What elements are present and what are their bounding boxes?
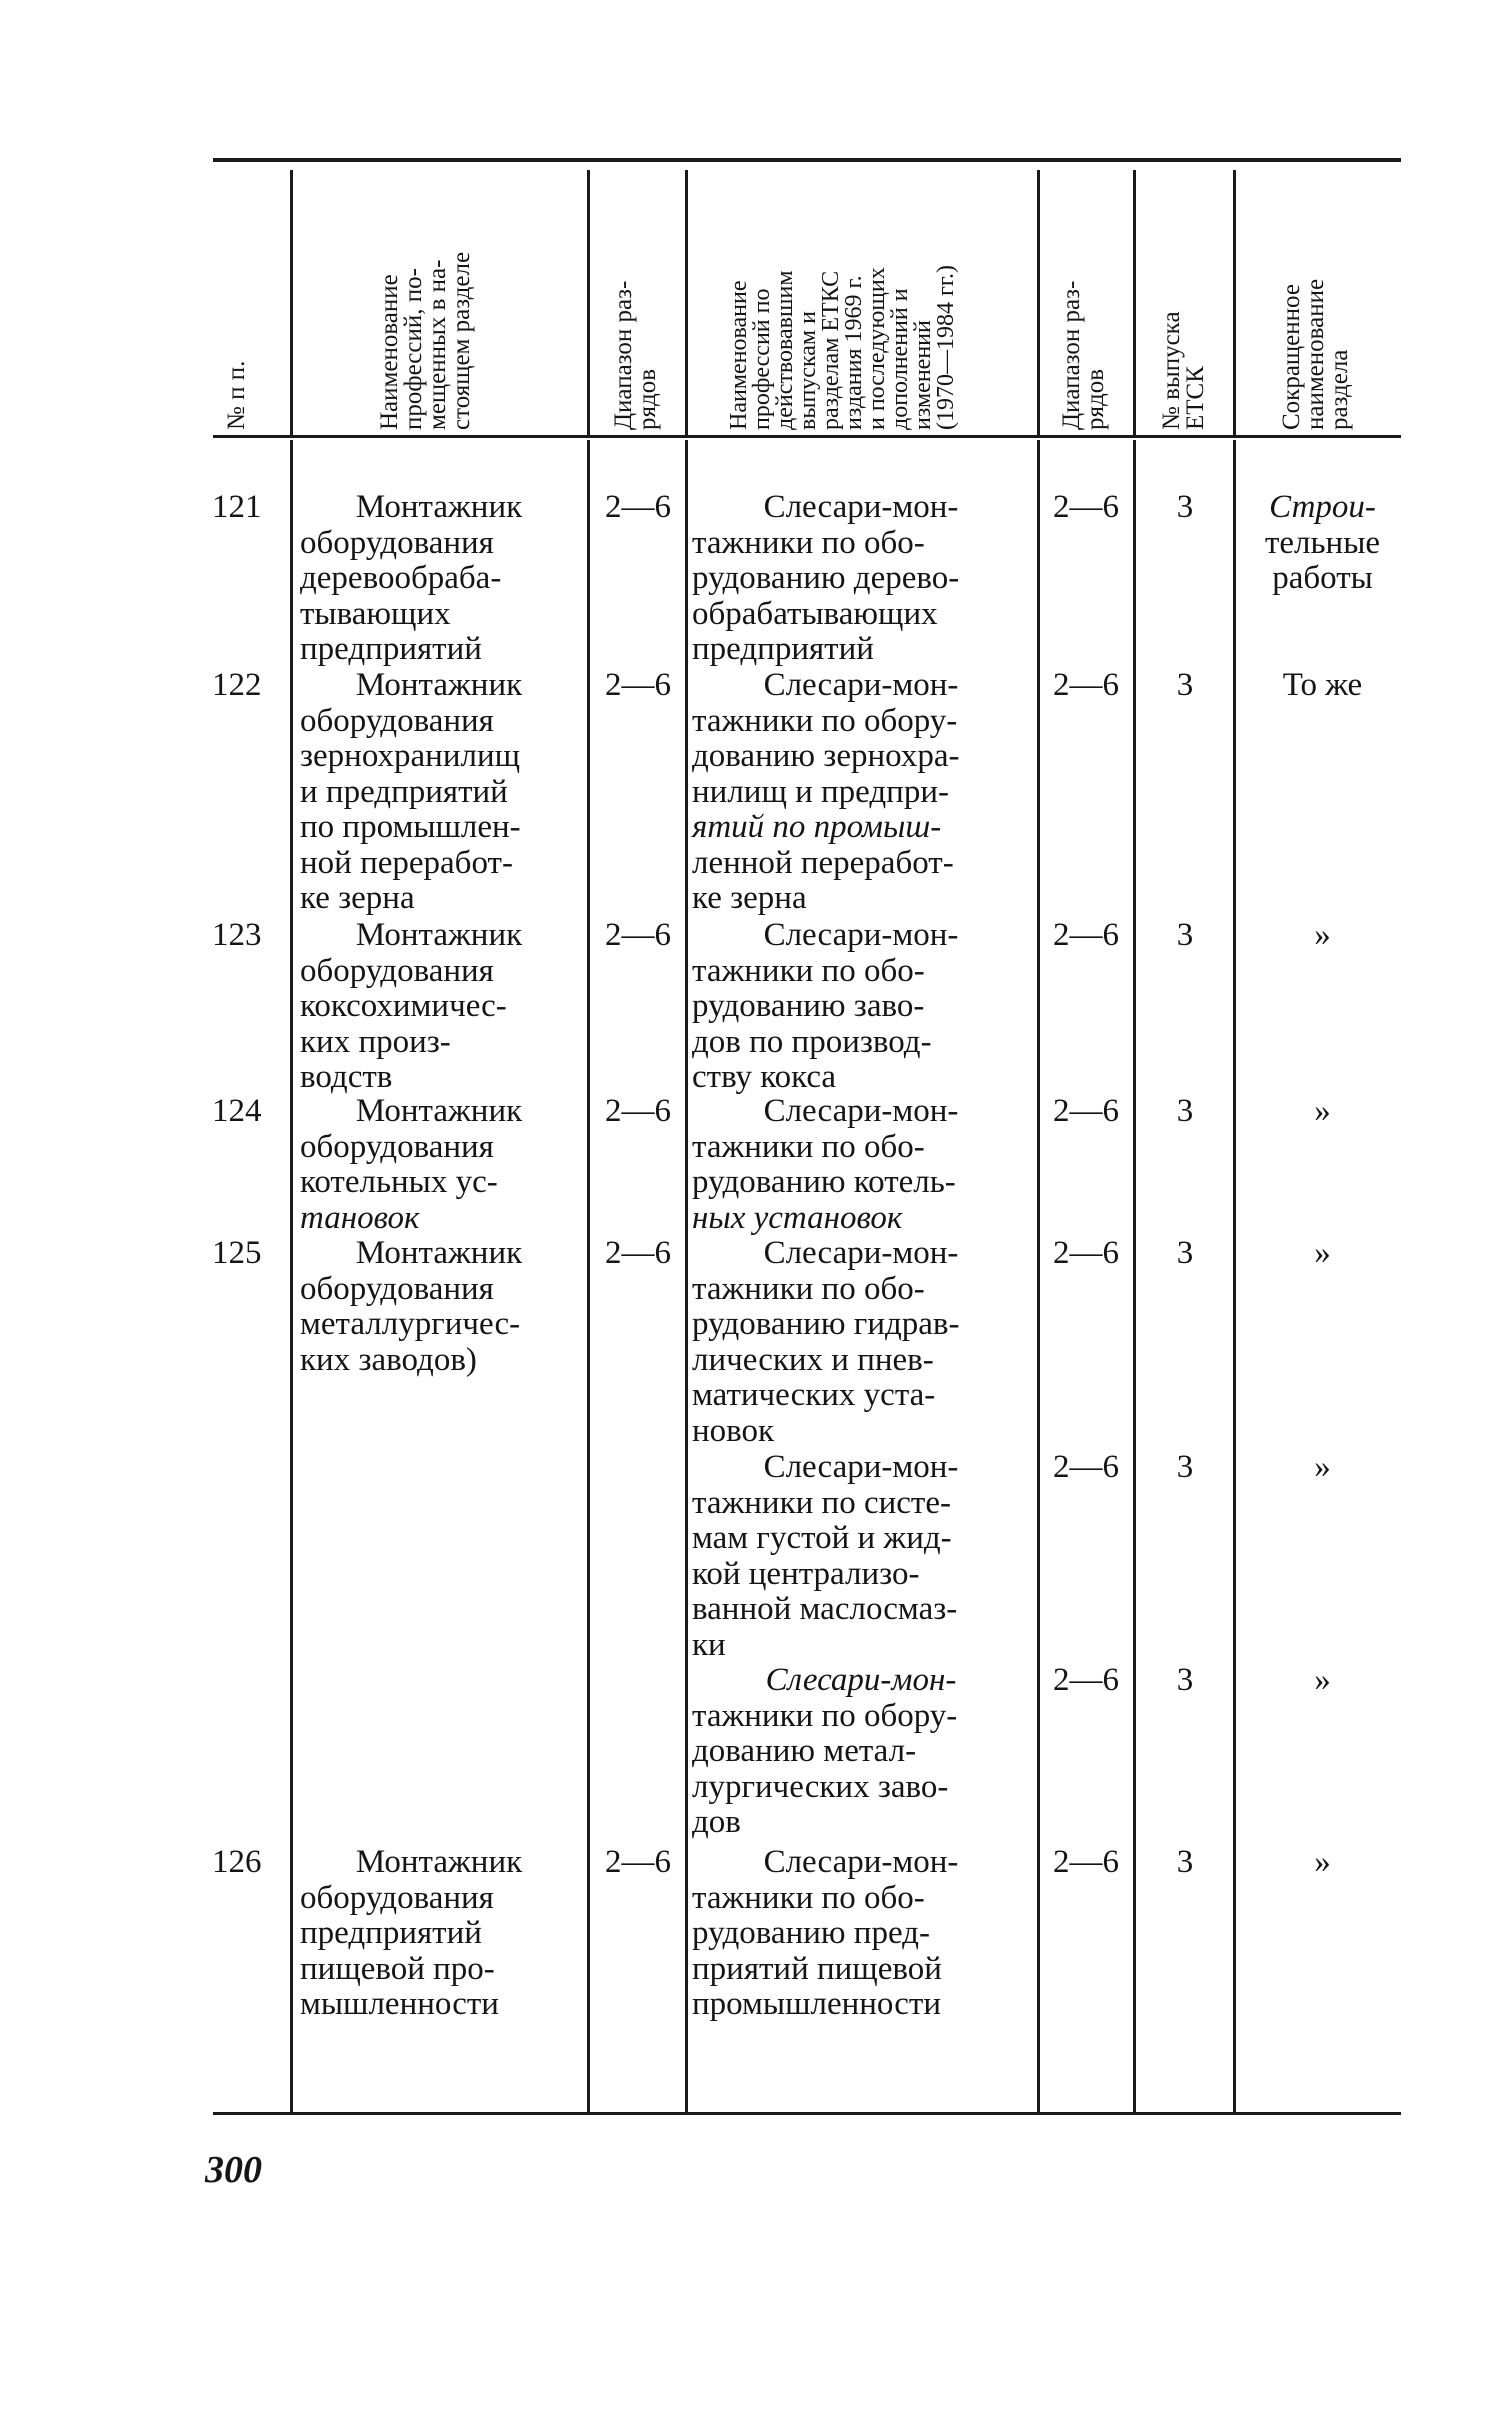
header-bottom-rule <box>213 435 1401 438</box>
previous-profession-name <box>692 1845 1030 2023</box>
previous-profession-name <box>692 490 1030 668</box>
issue-number: 3 <box>1176 1662 1194 1698</box>
header-section <box>1280 170 1370 430</box>
rank-range-old: 2—6 <box>1053 1662 1119 1698</box>
header-issue <box>1160 170 1220 430</box>
profession-name <box>300 490 578 668</box>
header-old-line: разделам ЕТКС <box>818 270 844 430</box>
previous-profession-line: ванной маслосмаз- <box>692 1591 958 1627</box>
rank-range-new: 2—6 <box>605 917 671 953</box>
previous-profession-line: тажники по обо- <box>692 952 925 989</box>
previous-profession-line: тажники по систе- <box>692 1484 951 1521</box>
header-range2 <box>1060 170 1120 430</box>
previous-profession-name <box>692 1663 1030 1841</box>
profession-name-line: водств <box>300 1059 393 1095</box>
row-number: 123 <box>212 917 262 953</box>
profession-name-line: деревообраба- <box>300 560 502 596</box>
row-number: 126 <box>212 1844 262 1880</box>
profession-name-line: котельных ус- <box>300 1164 498 1200</box>
section-name-line: » <box>1314 917 1331 953</box>
previous-profession-line: дованию зернохра- <box>692 738 960 774</box>
profession-name-line: ной переработ- <box>300 844 513 881</box>
previous-profession-line: рудованию гидрав- <box>692 1306 960 1342</box>
previous-profession-line: Слесари-мон- <box>763 667 959 703</box>
profession-name-line: тановок <box>300 1199 420 1236</box>
header-old-line: Наименование <box>726 280 752 430</box>
section-name-line: То же <box>1282 667 1363 703</box>
col-rule-2 <box>587 170 590 435</box>
profession-name-line: предприятий <box>300 631 482 667</box>
profession-name-line: мышленности <box>300 1986 499 2022</box>
table-top-rule <box>213 158 1401 162</box>
profession-name-line: ких заводов) <box>300 1341 477 1378</box>
header-range1-line: Диапазон раз- <box>610 280 637 430</box>
section-name-line: » <box>1314 1235 1331 1271</box>
previous-profession-name <box>692 1094 1030 1236</box>
profession-name-line: и предприятий <box>300 773 508 810</box>
section-name <box>1240 490 1405 597</box>
previous-profession-line: дов <box>692 1804 741 1840</box>
profession-name-line: металлургичес- <box>300 1306 521 1342</box>
previous-profession-line: дов по производ- <box>692 1023 932 1060</box>
previous-profession-line: мам густой и жид- <box>692 1520 952 1556</box>
section-name-line: » <box>1314 1449 1331 1485</box>
rank-range-new: 2—6 <box>605 1093 671 1129</box>
header-name <box>378 170 488 430</box>
previous-profession-line: Слесари-мон- <box>763 1449 959 1485</box>
rank-range-new: 2—6 <box>605 667 671 703</box>
section-name-line: Строи- <box>1269 489 1376 525</box>
previous-profession-line: тажники по обо- <box>692 1270 925 1307</box>
header-old-line: действовавшим <box>772 270 798 430</box>
profession-name <box>300 1845 578 2023</box>
header-issue-line: № выпуска <box>1158 311 1185 430</box>
previous-profession-name <box>692 668 1030 917</box>
previous-profession-line: тажники по обору- <box>692 1697 958 1734</box>
previous-profession-line: рудованию котель- <box>692 1164 956 1200</box>
previous-profession-line: дованию метал- <box>692 1733 917 1769</box>
header-old-name <box>728 170 988 430</box>
col-rule-6-body <box>1233 440 1236 2112</box>
section-name <box>1240 668 1405 704</box>
row-number: 121 <box>212 489 262 525</box>
profession-name-line: оборудования <box>300 1270 494 1307</box>
row-number: 122 <box>212 667 262 703</box>
section-name-line: » <box>1314 1844 1331 1880</box>
col-rule-1-body <box>290 440 293 2112</box>
rank-range-old: 2—6 <box>1053 667 1119 703</box>
previous-profession-line: Слесари-мон- <box>763 1235 959 1271</box>
previous-profession-line: Слесари-мон- <box>765 1662 957 1698</box>
header-name-line: Наименование <box>376 274 403 430</box>
profession-name-line: по промышлен- <box>300 809 521 845</box>
col-rule-2-body <box>587 440 590 2112</box>
previous-profession-line: матических уста- <box>692 1377 936 1413</box>
rank-range-old: 2—6 <box>1053 489 1119 525</box>
previous-profession-line: ки <box>692 1626 726 1663</box>
col-rule-3 <box>685 170 688 435</box>
profession-name <box>300 1094 578 1236</box>
header-old-line: издания 1969 г. <box>841 275 867 430</box>
section-name <box>1240 1094 1405 1130</box>
rank-range-old: 2—6 <box>1053 917 1119 953</box>
header-range1 <box>612 170 672 430</box>
profession-name-line: оборудования <box>300 1128 494 1165</box>
previous-profession-line: Слесари-мон- <box>763 917 959 953</box>
row-number: 125 <box>212 1235 262 1271</box>
previous-profession-line: Слесари-мон- <box>763 1844 959 1880</box>
profession-name <box>300 918 578 1096</box>
previous-profession-line: ленной переработ- <box>692 844 954 881</box>
issue-number: 3 <box>1176 917 1194 953</box>
issue-number: 3 <box>1176 489 1194 525</box>
previous-profession-line: тажники по обору- <box>692 702 958 739</box>
previous-profession-name <box>692 1450 1030 1663</box>
section-name <box>1240 1450 1405 1486</box>
profession-name-line: коксохимичес- <box>300 988 507 1024</box>
header-old-line: выпускам и <box>795 311 821 430</box>
header-section-line: Сокращенное <box>1278 284 1305 430</box>
previous-profession-line: тажники по обо- <box>692 524 925 561</box>
rank-range-old: 2—6 <box>1053 1093 1119 1129</box>
profession-name-line: зернохранилищ <box>300 738 521 774</box>
rank-range-old: 2—6 <box>1053 1235 1119 1271</box>
profession-name-line: Монтажник <box>355 667 523 703</box>
previous-profession-line: приятий пищевой <box>692 1950 942 1987</box>
previous-profession-line: Слесари-мон- <box>763 489 959 525</box>
profession-name-line: оборудования <box>300 1879 494 1916</box>
header-name-line: мещенных в на- <box>424 259 451 430</box>
previous-profession-line: лургических заво- <box>692 1768 949 1805</box>
header-old-line: профессий по <box>749 288 775 430</box>
profession-name-line: Монтажник <box>355 1844 523 1880</box>
issue-number: 3 <box>1176 1449 1194 1485</box>
previous-profession-line: рудованию заво- <box>692 988 925 1024</box>
header-old-line: (1970—1984 гг.) <box>933 265 959 430</box>
previous-profession-line: лических и пнев- <box>692 1341 934 1378</box>
header-old-line: дополнений и <box>887 288 913 430</box>
profession-name <box>300 668 578 917</box>
row-number: 124 <box>212 1093 262 1129</box>
profession-name-line: предприятий <box>300 1915 482 1951</box>
section-name <box>1240 1236 1405 1272</box>
previous-profession-line: рудованию пред- <box>692 1915 930 1951</box>
header-range2-line: рядов <box>1082 368 1109 430</box>
header-num-line: № п п. <box>223 360 250 430</box>
section-name-line: » <box>1314 1093 1331 1129</box>
previous-profession-line: кой централизо- <box>692 1555 920 1592</box>
col-rule-6 <box>1233 170 1236 435</box>
previous-profession-line: ству кокса <box>692 1059 837 1095</box>
previous-profession-line: тажники по обо- <box>692 1128 925 1165</box>
profession-name-line: пищевой про- <box>300 1950 495 1987</box>
header-old-line: и последующих <box>864 267 890 430</box>
section-name <box>1240 1663 1405 1699</box>
col-rule-3-body <box>685 440 688 2112</box>
profession-name-line: Монтажник <box>355 1093 523 1129</box>
profession-name-line: оборудования <box>300 952 494 989</box>
rank-range-new: 2—6 <box>605 489 671 525</box>
previous-profession-line: промышленности <box>692 1986 941 2022</box>
previous-profession-line: новок <box>692 1412 775 1449</box>
profession-name-line: Монтажник <box>355 917 523 953</box>
previous-profession-line: ке зерна <box>692 880 807 916</box>
previous-profession-line: нилищ и предпри- <box>692 773 949 810</box>
previous-profession-line: рудованию дерево- <box>692 560 960 596</box>
previous-profession-line: ных установок <box>692 1199 903 1236</box>
section-name-line: » <box>1314 1662 1331 1698</box>
col-rule-4 <box>1037 170 1040 435</box>
previous-profession-name <box>692 1236 1030 1449</box>
header-range1-line: рядов <box>634 368 661 430</box>
previous-profession-line: предприятий <box>692 631 874 667</box>
previous-profession-line: тажники по обо- <box>692 1879 925 1916</box>
header-section-line: наименование <box>1302 278 1329 430</box>
header-name-line: профессий, по- <box>400 268 427 430</box>
col-rule-1 <box>290 170 293 435</box>
header-issue-line: ЕТСК <box>1182 366 1209 430</box>
profession-name-line: Монтажник <box>355 489 523 525</box>
col-rule-5-body <box>1133 440 1136 2112</box>
profession-name-line: оборудования <box>300 702 494 739</box>
issue-number: 3 <box>1176 1235 1194 1271</box>
col-rule-4-body <box>1037 440 1040 2112</box>
header-name-line: стоящем разделе <box>448 251 475 430</box>
profession-name <box>300 1236 578 1378</box>
previous-profession-line: обрабатывающих <box>692 595 938 632</box>
col-rule-5 <box>1133 170 1136 435</box>
rank-range-new: 2—6 <box>605 1235 671 1271</box>
previous-profession-line: ятий по промыш- <box>692 809 942 845</box>
issue-number: 3 <box>1176 1093 1194 1129</box>
previous-profession-line: Слесари-мон- <box>763 1093 959 1129</box>
section-name <box>1240 918 1405 954</box>
section-name <box>1240 1845 1405 1881</box>
header-section-line: раздела <box>1326 349 1353 430</box>
profession-name-line: оборудования <box>300 524 494 561</box>
section-name-line: работы <box>1272 560 1373 596</box>
section-name-line: тельные <box>1264 524 1381 561</box>
header-num <box>225 170 275 430</box>
rank-range-old: 2—6 <box>1053 1844 1119 1880</box>
issue-number: 3 <box>1176 667 1194 703</box>
header-range2-line: Диапазон раз- <box>1058 280 1085 430</box>
profession-name-line: ких произ- <box>300 1023 451 1060</box>
page-number: 300 <box>205 2149 262 2191</box>
profession-name-line: тывающих <box>300 595 451 632</box>
header-old-line: изменений <box>910 320 936 430</box>
rank-range-old: 2—6 <box>1053 1449 1119 1485</box>
rank-range-new: 2—6 <box>605 1844 671 1880</box>
profession-name-line: Монтажник <box>355 1235 523 1271</box>
table-bottom-rule <box>213 2112 1401 2115</box>
issue-number: 3 <box>1176 1844 1194 1880</box>
previous-profession-name <box>692 918 1030 1096</box>
profession-name-line: ке зерна <box>300 880 415 916</box>
